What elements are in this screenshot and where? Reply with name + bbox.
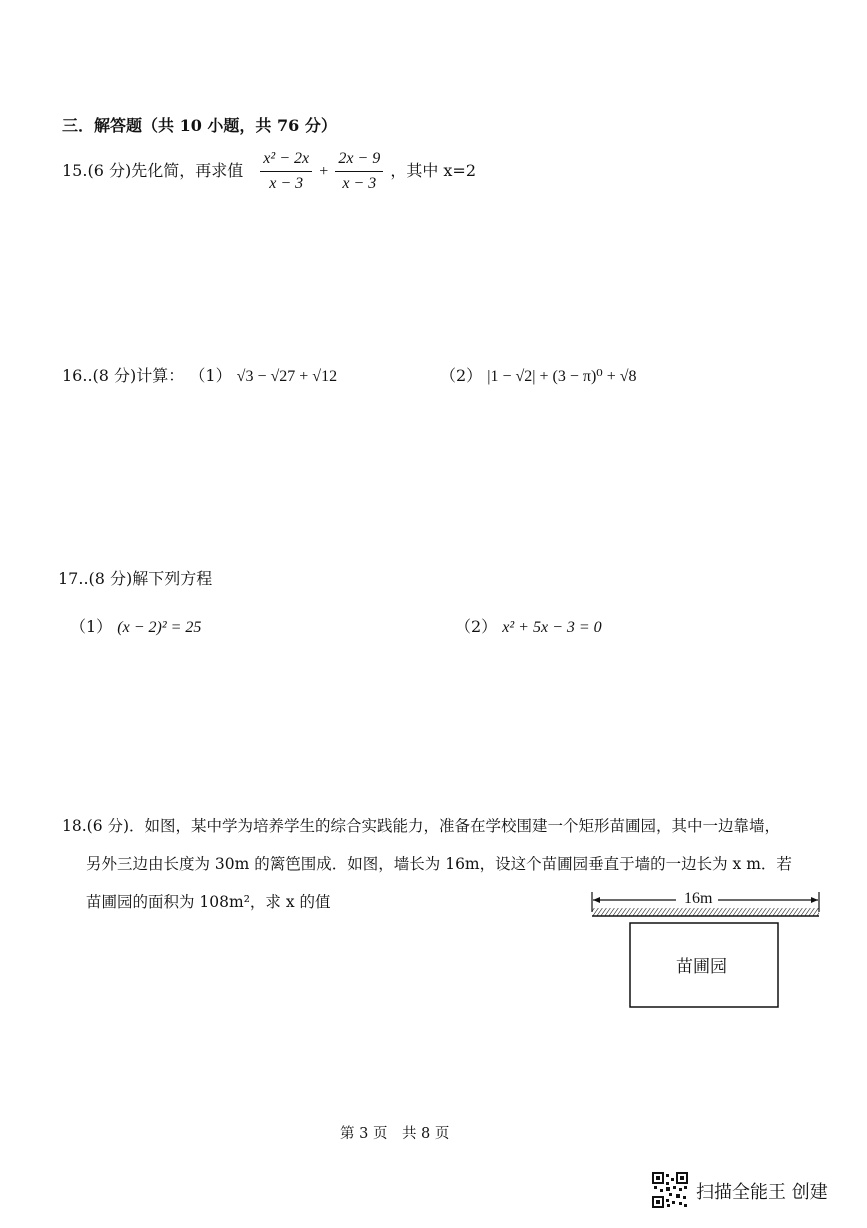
question-16 [62, 365, 337, 388]
q16-part2-expression: |1 − √2| + (3 − π)⁰ + √8 [487, 368, 637, 385]
question-17-part-2 [455, 616, 602, 639]
q18-wall-length-label: 16m [681, 890, 715, 908]
q15-plus: + [319, 163, 329, 180]
page-number-footer: 第 3 页 共 8 页 [340, 1126, 450, 1142]
question-18-line-1: 18.(6 分)．如图，某中学为培养学生的综合实践能力，准备在学校围建一个矩形苗圃园，其中一边靠墙， [62, 817, 781, 835]
question-18-line-3: 苗圃园的面积为 108m²，求 x 的值 [86, 893, 331, 911]
q15-frac2-denominator: x − 3 [342, 175, 377, 192]
question-17-part-1 [70, 616, 201, 639]
q17-part2-expression: x² + 5x − 3 = 0 [502, 619, 602, 636]
question-17 [58, 568, 212, 590]
q17-part1-expression: (x − 2)² = 25 [117, 619, 202, 636]
q17-label: 17..(8 分)解下列方程 [58, 569, 213, 588]
q15-fraction-1 [260, 148, 312, 195]
q15-label: 15.(6 分)先化简，再求值 [62, 161, 244, 180]
question-16-part-2 [440, 365, 637, 388]
watermark-text: 扫描全能王 创建 [696, 1182, 828, 1203]
q16-part1-expression: √3 − √27 + √12 [236, 368, 338, 385]
section-title: 三．解答题（共 10 小题，共 76 分） [62, 116, 337, 135]
q16-label: 16..(8 分)计算： [62, 366, 185, 385]
q17-part1-tag: （1） [70, 617, 113, 636]
qr-code-icon [652, 1172, 688, 1208]
q17-part2-tag: （2） [455, 617, 498, 636]
q16-part2-tag: （2） [440, 366, 483, 385]
q15-frac1-denominator: x − 3 [269, 175, 304, 192]
q15-fraction-2 [335, 148, 383, 195]
q15-tail: ，其中 x=2 [390, 161, 477, 180]
question-15 [62, 148, 476, 195]
wall-hatch [592, 908, 819, 916]
dimension-arrow-left-icon [593, 897, 600, 903]
q18-figure [588, 888, 823, 1013]
q15-frac2-numerator: 2x − 9 [335, 148, 383, 172]
q15-frac1-numerator: x² − 2x [260, 148, 312, 172]
dimension-arrow-right-icon [811, 897, 818, 903]
q16-part1-tag: （1） [189, 366, 232, 385]
question-18-line-2: 另外三边由长度为 30m 的篱笆围成．如图，墙长为 16m，设这个苗圃园垂直于墙的一边长为 x m．若 [86, 855, 792, 873]
q18-garden-label: 苗圃园 [676, 957, 727, 977]
